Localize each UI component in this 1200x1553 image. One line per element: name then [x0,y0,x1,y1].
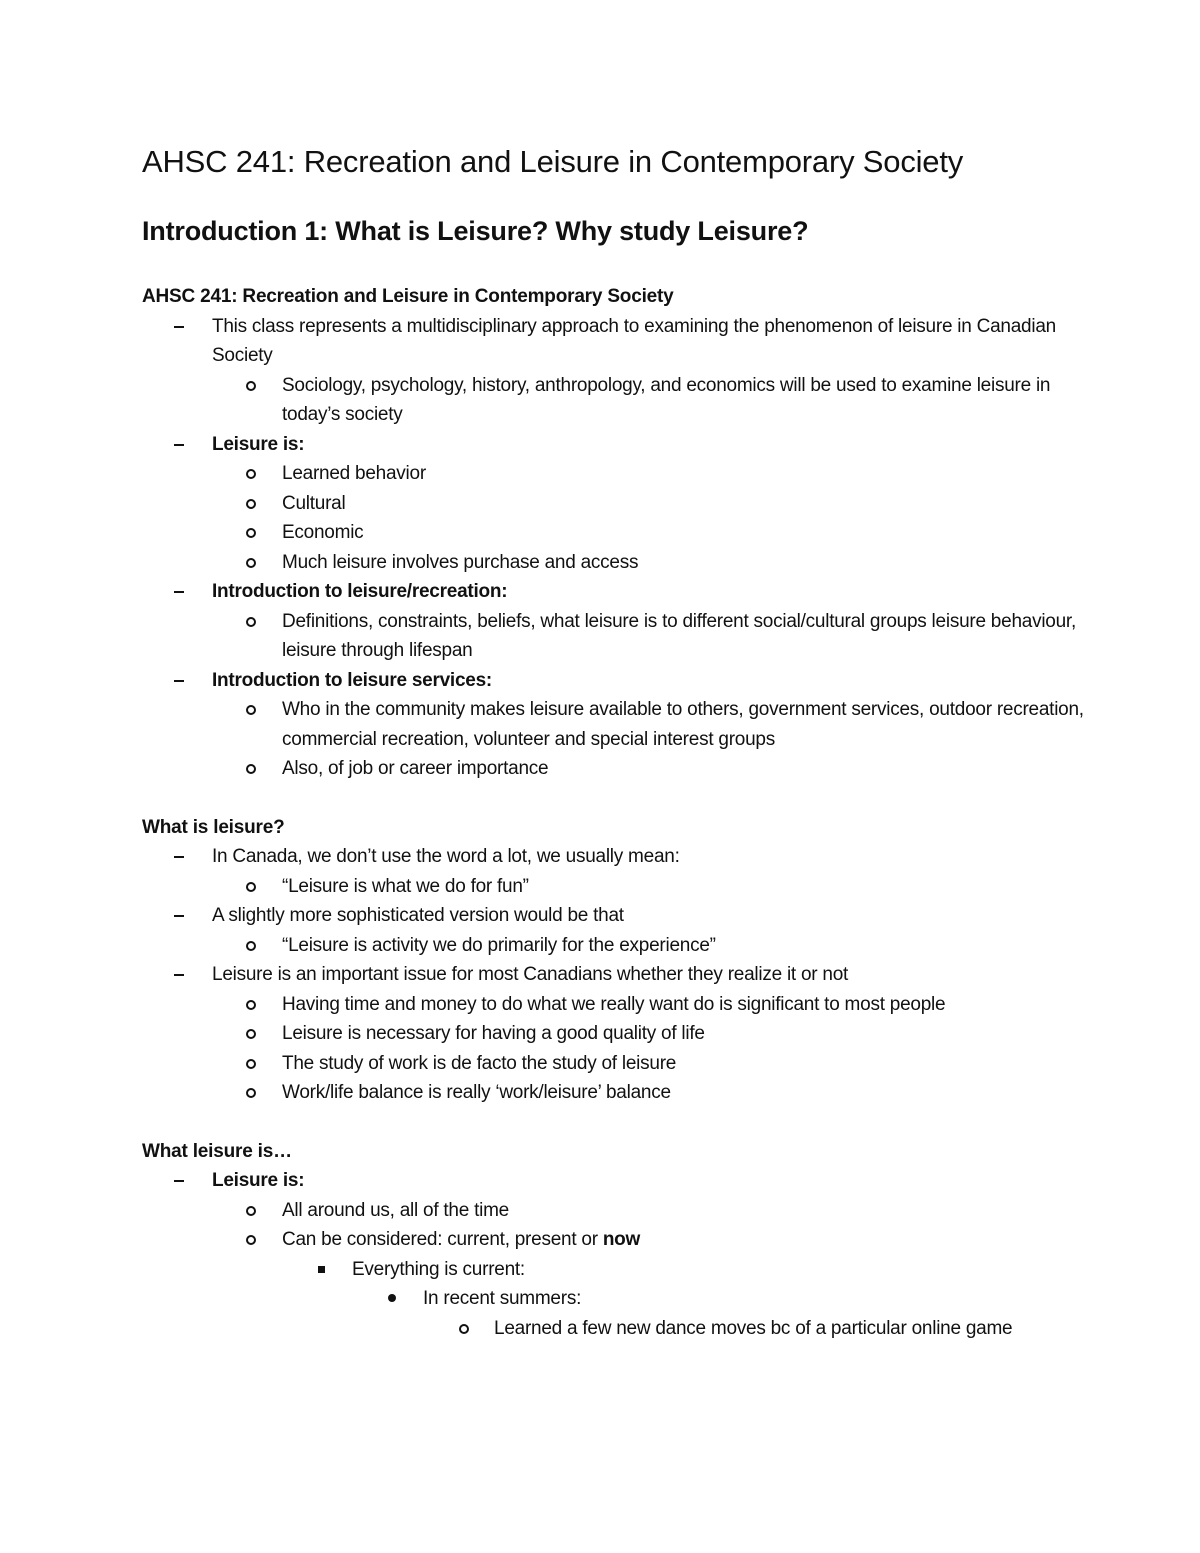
list-item-text: Leisure is an important issue for most Canadians whether they realize it or not [212,964,849,985]
list-item [142,1166,1102,1343]
list-item-text: Can be considered: current, present or [282,1229,603,1250]
sub-list [212,1196,1102,1344]
list-item [212,1049,1102,1079]
sub-list [212,872,1102,902]
list-item [212,1225,1102,1343]
section-heading: What leisure is… [142,1140,292,1162]
list-item [212,931,1102,961]
list-item [212,1019,1102,1049]
list-item [142,577,1102,666]
list-item [142,842,1102,901]
list-item [142,666,1102,784]
list-item-text: Leisure is: [212,1170,305,1191]
list-item [212,371,1102,430]
list-item-text: Leisure is: [212,433,305,455]
list-item-text: Also, of job or career importance [282,758,549,779]
list-item-text: This class represents a multidisciplinary approach to examining the phenomenon of leisure in Canadian Society [212,315,1056,366]
sub-list [282,1255,1102,1344]
list-item-text: Everything is current: [352,1258,525,1280]
list-item-text: Who in the community makes leisure available to others, government services, outdoor recreation, commercial recreation, volunteer and special interest groups [282,699,1084,750]
sub-list [212,607,1102,666]
list-item-text: Having time and money to do what we really want do is significant to most people [282,993,946,1015]
section-what-is-leisure [142,813,1102,1108]
list-item [352,1284,1102,1343]
list-item [212,489,1102,519]
list-item-text: In recent summers: [423,1288,582,1309]
section-course-overview [142,282,1102,784]
list-item-text: Much leisure involves purchase and access [282,551,639,573]
list-item [142,901,1102,960]
list-item-text: Leisure is necessary for having a good quality of life [282,1023,705,1044]
sub-list [212,371,1102,430]
list-item [142,312,1102,430]
list-item [423,1314,1102,1344]
sub-list [423,1314,1102,1344]
list-item-text: Definitions, constraints, beliefs, what leisure is to different social/cultural groups leisure behaviour, leisure through lifespan [282,610,1076,661]
list-item [212,607,1102,666]
list-item-text: Cultural [282,492,346,514]
list-item-text: “Leisure is activity we do primarily for the experience” [282,934,716,956]
section-what-leisure-is [142,1137,1102,1344]
list-item-text: In Canada, we don’t use the word a lot, we usually mean: [212,846,680,867]
list-item [212,695,1102,754]
list-item-text: A slightly more sophisticated version would be that [212,905,624,926]
list-item [282,1255,1102,1344]
list-item-text: Introduction to leisure services: [212,669,492,691]
list-item [212,548,1102,578]
list-item-text: All around us, all of the time [282,1199,509,1221]
list-item [212,754,1102,784]
list-item-text: The study of work is de facto the study of leisure [282,1052,677,1074]
list-item [212,990,1102,1020]
list-item [142,960,1102,1108]
document-title: AHSC 241: Recreation and Leisure in Contemporary Society [142,144,964,179]
sub-list [212,990,1102,1108]
bullet-list [142,1166,1102,1343]
list-item-text: Work/life balance is really ‘work/leisure’ balance [282,1082,671,1103]
list-item-text: Sociology, psychology, history, anthropology, and economics will be used to examine leisure in today’s society [282,374,1051,425]
bullet-list [142,312,1102,784]
list-item-text: Learned a few new dance moves bc of a particular online game [494,1317,1013,1339]
sub-list [212,695,1102,784]
list-item-text: Introduction to leisure/recreation: [212,581,508,602]
list-item [212,1078,1102,1108]
emphasis-text: now [602,1229,641,1250]
sub-list [212,459,1102,577]
list-item-text: Learned behavior [282,463,426,484]
list-item-text: “Leisure is what we do for fun” [282,875,529,897]
list-item [212,518,1102,548]
list-item [212,459,1102,489]
sub-list [352,1284,1102,1343]
sub-list [212,931,1102,961]
list-item [142,430,1102,578]
list-item [212,1196,1102,1226]
section-heading: What is leisure? [142,816,285,838]
section-heading: AHSC 241: Recreation and Leisure in Contemporary Society [142,286,674,307]
list-item-text: Economic [282,522,364,543]
bullet-list [142,842,1102,1108]
document-subtitle: Introduction 1: What is Leisure? Why study Leisure? [142,216,809,246]
document-page [142,140,1102,1372]
list-item [212,872,1102,902]
